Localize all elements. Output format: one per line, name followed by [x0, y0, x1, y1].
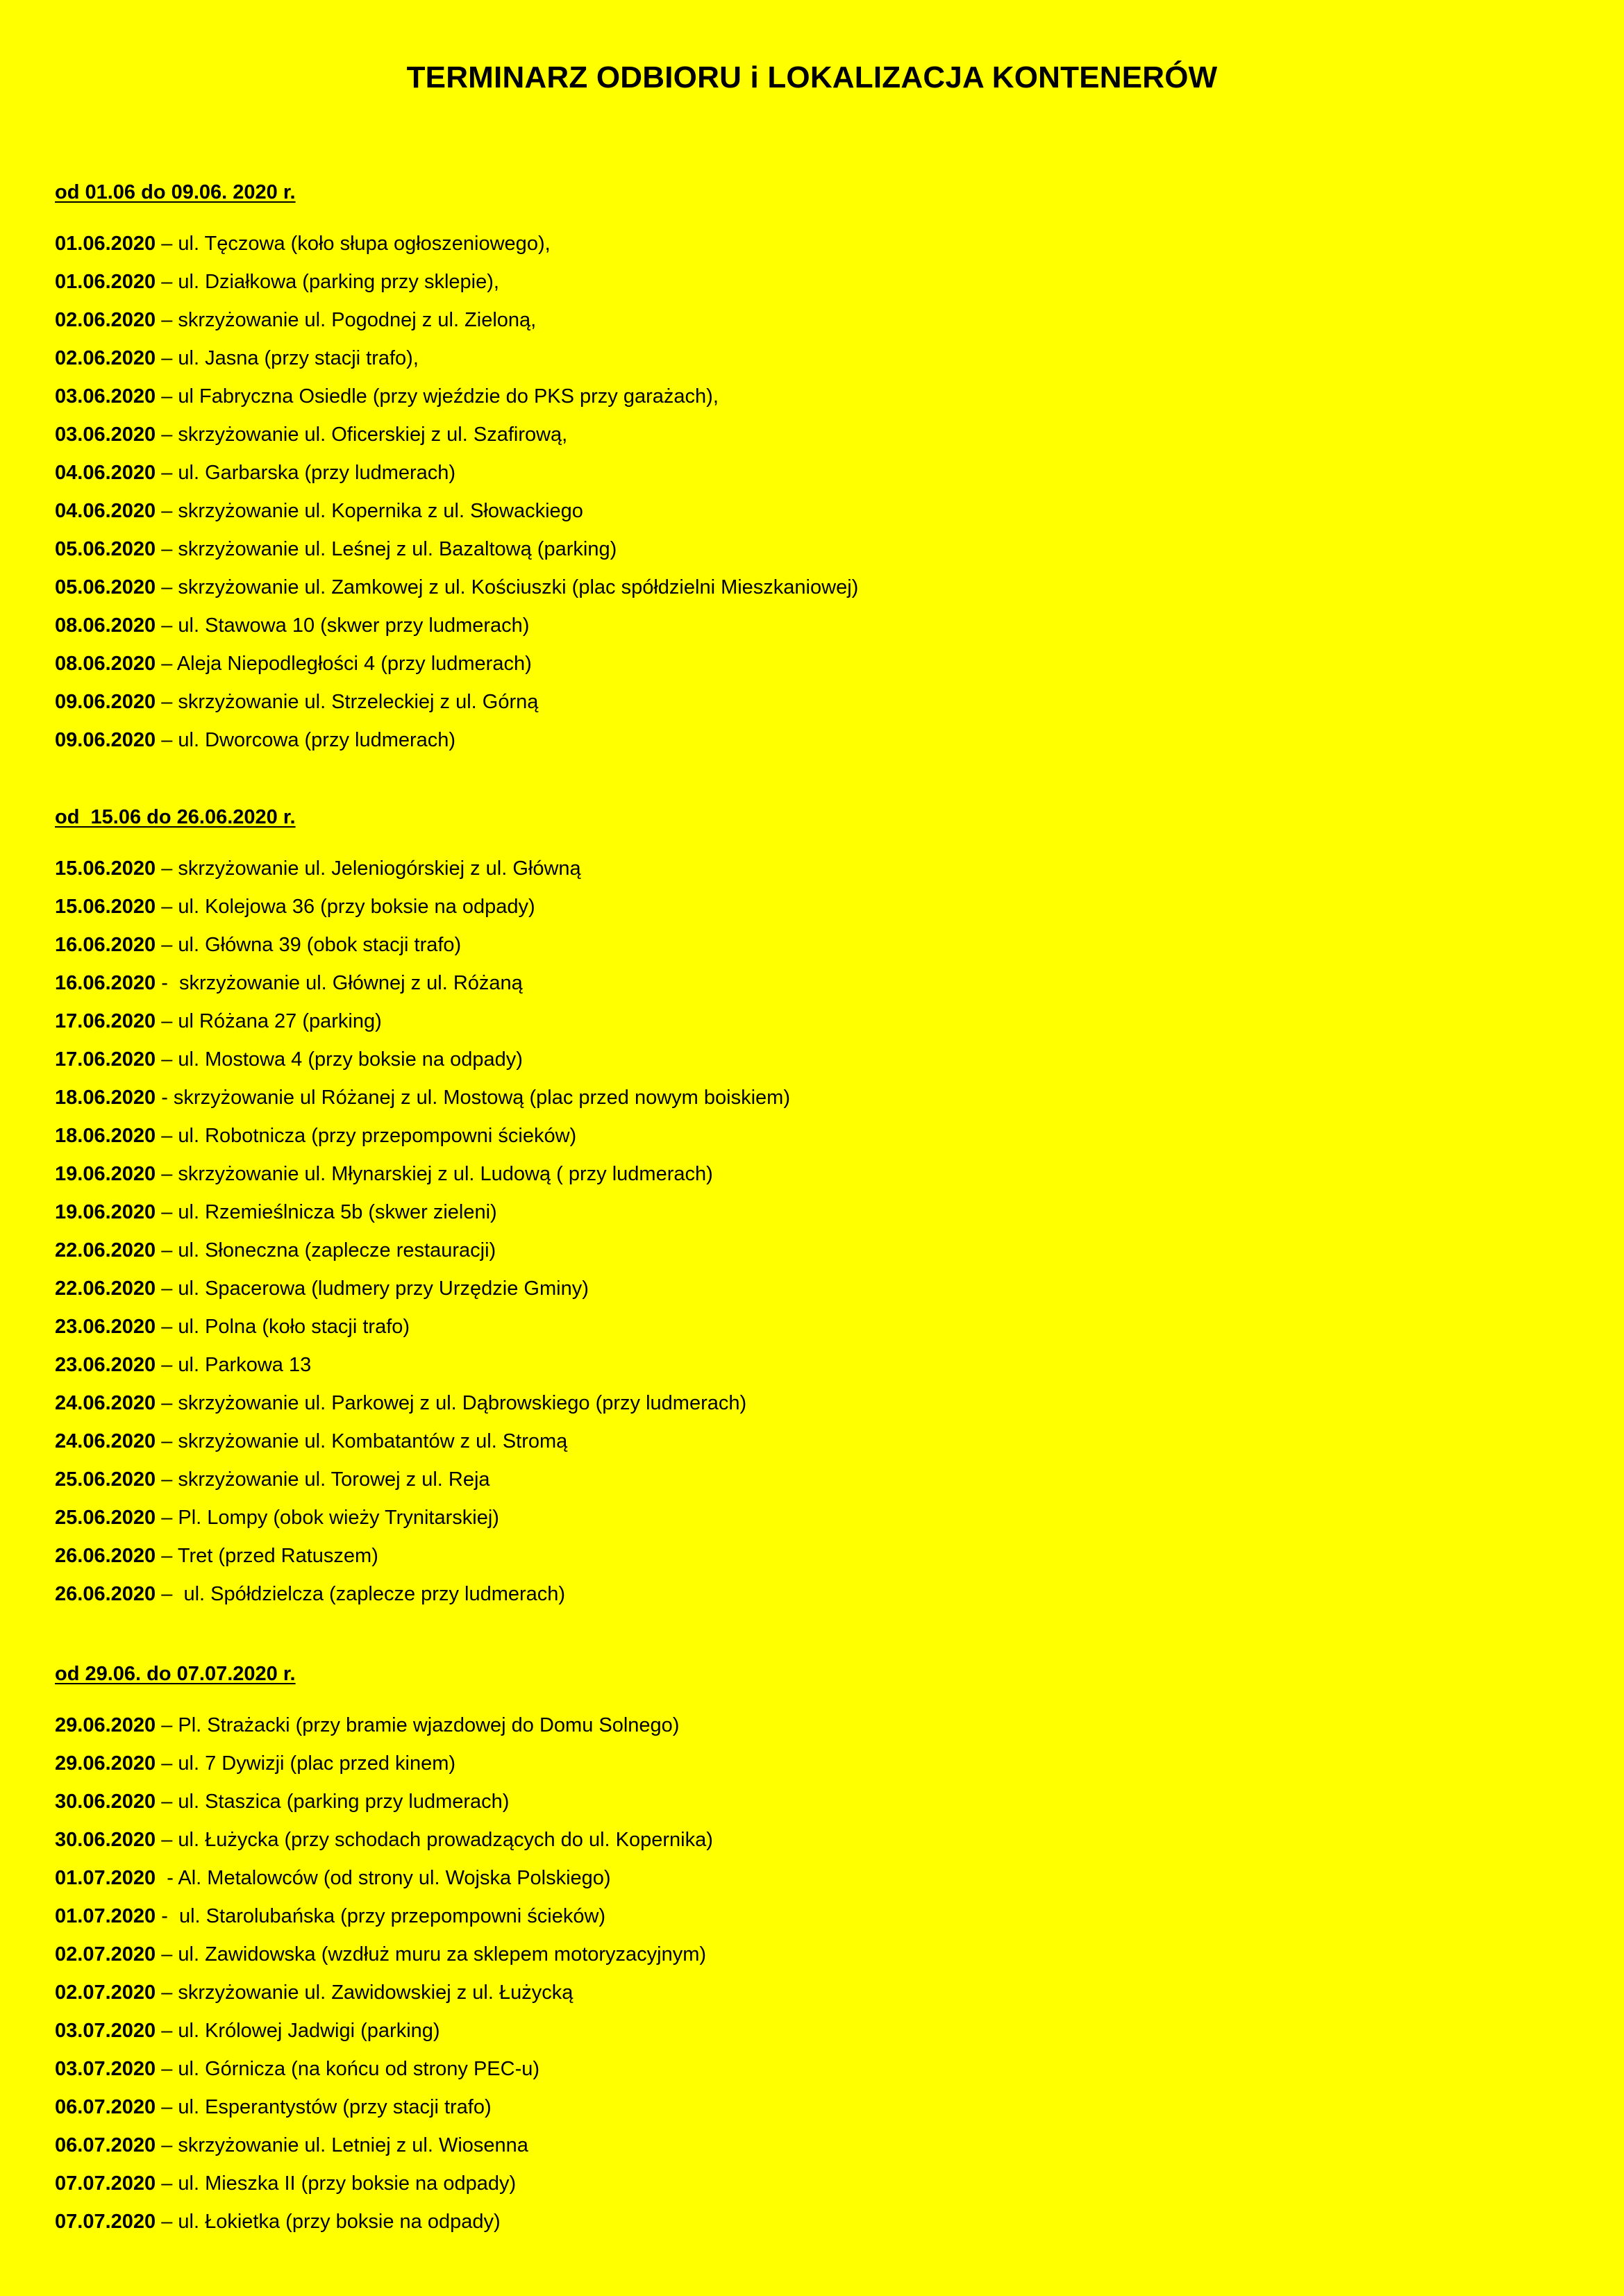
entry-location: – ul. Spacerowa (ludmery przy Urzędzie Gminy): [156, 1277, 589, 1300]
entry-location: – skrzyżowanie ul. Jeleniogórskiej z ul. Główną: [156, 857, 581, 880]
section-heading: od 01.06 do 09.06. 2020 r.: [55, 181, 296, 203]
schedule-entry: [55, 1783, 1582, 1821]
entry-location: – ul. Łokietka (przy boksie na odpady): [156, 2211, 501, 2233]
entry-location: – ul. Rzemieślnicza 5b (skwer zieleni): [156, 1201, 497, 1223]
entry-date: 17.06.2020: [55, 1048, 156, 1071]
entry-date: 05.06.2020: [55, 576, 156, 598]
entry-date: 01.07.2020: [55, 1867, 156, 1889]
entry-date: 19.06.2020: [55, 1163, 156, 1185]
schedule-entry: [55, 1346, 1582, 1384]
schedule-entry: [55, 263, 1582, 301]
schedule-entry: [55, 1745, 1582, 1783]
entry-date: 17.06.2020: [55, 1010, 156, 1032]
entry-location: – ul. Dworcowa (przy ludmerach): [156, 729, 456, 751]
entry-location: – ul. Działkowa (parking przy sklepie),: [156, 271, 499, 293]
entry-location: – ul. Słoneczna (zaplecze restauracji): [156, 1239, 496, 1262]
schedule-entry: [55, 530, 1582, 569]
schedule-entry: [55, 2088, 1582, 2127]
entry-date: 24.06.2020: [55, 1430, 156, 1452]
entry-date: 26.06.2020: [55, 1583, 156, 1605]
schedule-entry: [55, 850, 1582, 888]
schedule-entry: [55, 1041, 1582, 1079]
page-title: TERMINARZ ODBIORU i LOKALIZACJA KONTENERÓW: [406, 60, 1218, 94]
entry-list: [55, 225, 1582, 760]
schedule-entry: [55, 378, 1582, 416]
entry-date: 15.06.2020: [55, 896, 156, 918]
entry-date: 07.07.2020: [55, 2211, 156, 2233]
entry-date: 03.06.2020: [55, 385, 156, 408]
entry-location: – ul. Garbarska (przy ludmerach): [156, 462, 456, 484]
entry-location: – ul. Staszica (parking przy ludmerach): [156, 1791, 510, 1813]
entry-date: 05.06.2020: [55, 538, 156, 560]
entry-date: 06.07.2020: [55, 2134, 156, 2156]
entry-date: 06.07.2020: [55, 2096, 156, 2118]
schedule-entry: [55, 1821, 1582, 1859]
schedule-entry: [55, 1384, 1582, 1423]
entry-location: – skrzyżowanie ul. Torowej z ul. Reja: [156, 1468, 490, 1491]
entry-date: 04.06.2020: [55, 500, 156, 522]
entry-date: 03.07.2020: [55, 2058, 156, 2080]
schedule-entry: [55, 2203, 1582, 2241]
schedule-entry: [55, 1232, 1582, 1270]
entry-location: – skrzyżowanie ul. Strzeleckiej z ul. Górną: [156, 691, 539, 713]
entry-date: 30.06.2020: [55, 1791, 156, 1813]
entry-location: – Pl. Lompy (obok wieży Trynitarskiej): [156, 1507, 499, 1529]
entry-date: 02.07.2020: [55, 1943, 156, 1966]
schedule-entry: [55, 1936, 1582, 1974]
entry-date: 30.06.2020: [55, 1829, 156, 1851]
schedule-entry: [55, 888, 1582, 926]
entry-location: – ul. Parkowa 13: [156, 1354, 312, 1376]
schedule-entry: [55, 1707, 1582, 1745]
entry-date: 02.06.2020: [55, 309, 156, 331]
schedule-entry: [55, 1859, 1582, 1897]
entry-location: – ul. Stawowa 10 (skwer przy ludmerach): [156, 614, 530, 637]
entry-date: 25.06.2020: [55, 1468, 156, 1491]
entry-location: – ul. Królowej Jadwigi (parking): [156, 2020, 440, 2042]
schedule-entry: [55, 1537, 1582, 1575]
entry-location: – ul. Mieszka II (przy boksie na odpady): [156, 2172, 517, 2195]
entry-location: – ul. 7 Dywizji (plac przed kinem): [156, 1752, 456, 1775]
entry-date: 29.06.2020: [55, 1752, 156, 1775]
section-heading: od 29.06. do 07.07.2020 r.: [55, 1663, 296, 1685]
schedule-entry: [55, 683, 1582, 721]
schedule-entry: [55, 645, 1582, 683]
schedule-entry: [55, 340, 1582, 378]
entry-location: – skrzyżowanie ul. Oficerskiej z ul. Szafirową,: [156, 424, 568, 446]
entry-date: 01.06.2020: [55, 271, 156, 293]
entry-date: 09.06.2020: [55, 691, 156, 713]
entry-location: – skrzyżowanie ul. Kombatantów z ul. Stromą: [156, 1430, 568, 1452]
entry-list: [55, 850, 1582, 1614]
schedule-entry: [55, 416, 1582, 454]
entry-location: – Aleja Niepodległości 4 (przy ludmerach): [156, 653, 532, 675]
schedule-section: [55, 1660, 1582, 2241]
schedule-entry: [55, 1270, 1582, 1308]
schedule-entry: [55, 1499, 1582, 1537]
schedule-entry: [55, 926, 1582, 964]
entry-location: – ul. Spółdzielcza (zaplecze przy ludmerach): [156, 1583, 566, 1605]
entry-location: – skrzyżowanie ul. Leśnej z ul. Bazaltową (parking): [156, 538, 617, 560]
entry-location: – Tret (przed Ratuszem): [156, 1545, 378, 1567]
schedule-section: [55, 803, 1582, 1614]
entry-location: – ul. Zawidowska (wzdłuż muru za sklepem motoryzacyjnym): [156, 1943, 707, 1966]
entry-date: 03.06.2020: [55, 424, 156, 446]
entry-date: 18.06.2020: [55, 1087, 156, 1109]
entry-date: 07.07.2020: [55, 2172, 156, 2195]
schedule-section: [55, 178, 1582, 760]
entry-location: – skrzyżowanie ul. Pogodnej z ul. Zieloną,: [156, 309, 537, 331]
entry-date: 16.06.2020: [55, 972, 156, 994]
entry-date: 18.06.2020: [55, 1125, 156, 1147]
entry-date: 23.06.2020: [55, 1316, 156, 1338]
entry-date: 01.07.2020: [55, 1905, 156, 1927]
schedule-entry: [55, 964, 1582, 1003]
entry-location: – ul. Górnicza (na końcu od strony PEC-u): [156, 2058, 540, 2080]
entry-date: 26.06.2020: [55, 1545, 156, 1567]
entry-location: – Pl. Strażacki (przy bramie wjazdowej do Domu Solnego): [156, 1714, 680, 1736]
schedule-entry: [55, 607, 1582, 645]
schedule-entry: [55, 2165, 1582, 2203]
entry-location: – ul Różana 27 (parking): [156, 1010, 382, 1032]
entry-date: 22.06.2020: [55, 1239, 156, 1262]
entry-location: – skrzyżowanie ul. Młynarskiej z ul. Ludową ( przy ludmerach): [156, 1163, 713, 1185]
schedule-entry: [55, 1974, 1582, 2012]
entry-location: - Al. Metalowców (od strony ul. Wojska Polskiego): [156, 1867, 611, 1889]
entry-location: – ul. Kolejowa 36 (przy boksie na odpady): [156, 896, 535, 918]
schedule-entry: [55, 2050, 1582, 2088]
schedule-entry: [55, 2127, 1582, 2165]
entry-date: 25.06.2020: [55, 1507, 156, 1529]
entry-location: – ul. Mostowa 4 (przy boksie na odpady): [156, 1048, 523, 1071]
entry-location: – ul. Jasna (przy stacji trafo),: [156, 347, 419, 369]
schedule-entry: [55, 1155, 1582, 1193]
section-heading: od 15.06 do 26.06.2020 r.: [55, 806, 296, 828]
entry-location: – skrzyżowanie ul. Zawidowskiej z ul. Łużycką: [156, 1981, 574, 2004]
entry-location: – ul. Główna 39 (obok stacji trafo): [156, 934, 462, 956]
entry-location: – ul. Robotnicza (przy przepompowni ścieków): [156, 1125, 577, 1147]
entry-location: - skrzyżowanie ul Różanej z ul. Mostową (plac przed nowym boiskiem): [156, 1087, 790, 1109]
entry-location: – ul. Łużycka (przy schodach prowadzących do ul. Kopernika): [156, 1829, 713, 1851]
schedule-entry: [55, 1117, 1582, 1155]
entry-location: – ul Fabryczna Osiedle (przy wjeździe do PKS przy garażach),: [156, 385, 719, 408]
entry-location: – ul. Esperantystów (przy stacji trafo): [156, 2096, 492, 2118]
entry-date: 15.06.2020: [55, 857, 156, 880]
entry-date: 02.06.2020: [55, 347, 156, 369]
entry-date: 09.06.2020: [55, 729, 156, 751]
schedule-entry: [55, 569, 1582, 607]
schedule-entry: [55, 492, 1582, 530]
entry-date: 02.07.2020: [55, 1981, 156, 2004]
schedule-entry: [55, 1575, 1582, 1614]
schedule-entry: [55, 225, 1582, 263]
entry-date: 23.06.2020: [55, 1354, 156, 1376]
schedule-entry: [55, 454, 1582, 492]
entry-location: – ul. Tęczowa (koło słupa ogłoszeniowego),: [156, 233, 551, 255]
entry-location: – skrzyżowanie ul. Zamkowej z ul. Kościuszki (plac spółdzielni Mieszkaniowej): [156, 576, 859, 598]
entry-date: 19.06.2020: [55, 1201, 156, 1223]
schedule-entry: [55, 1308, 1582, 1346]
entry-location: – skrzyżowanie ul. Parkowej z ul. Dąbrowskiego (przy ludmerach): [156, 1392, 747, 1414]
schedule-entry: [55, 2012, 1582, 2050]
entry-date: 03.07.2020: [55, 2020, 156, 2042]
entry-location: – skrzyżowanie ul. Letniej z ul. Wiosenna: [156, 2134, 528, 2156]
schedule-entry: [55, 301, 1582, 340]
entry-list: [55, 1707, 1582, 2241]
entry-date: 08.06.2020: [55, 614, 156, 637]
schedule-entry: [55, 721, 1582, 760]
schedule-entry: [55, 1423, 1582, 1461]
entry-location: - skrzyżowanie ul. Głównej z ul. Różaną: [156, 972, 523, 994]
schedule-entry: [55, 1193, 1582, 1232]
entry-date: 04.06.2020: [55, 462, 156, 484]
schedule-entry: [55, 1461, 1582, 1499]
entry-location: – skrzyżowanie ul. Kopernika z ul. Słowackiego: [156, 500, 583, 522]
schedule-entry: [55, 1003, 1582, 1041]
entry-date: 29.06.2020: [55, 1714, 156, 1736]
entry-date: 01.06.2020: [55, 233, 156, 255]
schedule-entry: [55, 1897, 1582, 1936]
entry-location: - ul. Starolubańska (przy przepompowni ścieków): [156, 1905, 606, 1927]
entry-date: 24.06.2020: [55, 1392, 156, 1414]
entry-date: 16.06.2020: [55, 934, 156, 956]
entry-location: – ul. Polna (koło stacji trafo): [156, 1316, 410, 1338]
entry-date: 08.06.2020: [55, 653, 156, 675]
schedule-entry: [55, 1079, 1582, 1117]
entry-date: 22.06.2020: [55, 1277, 156, 1300]
